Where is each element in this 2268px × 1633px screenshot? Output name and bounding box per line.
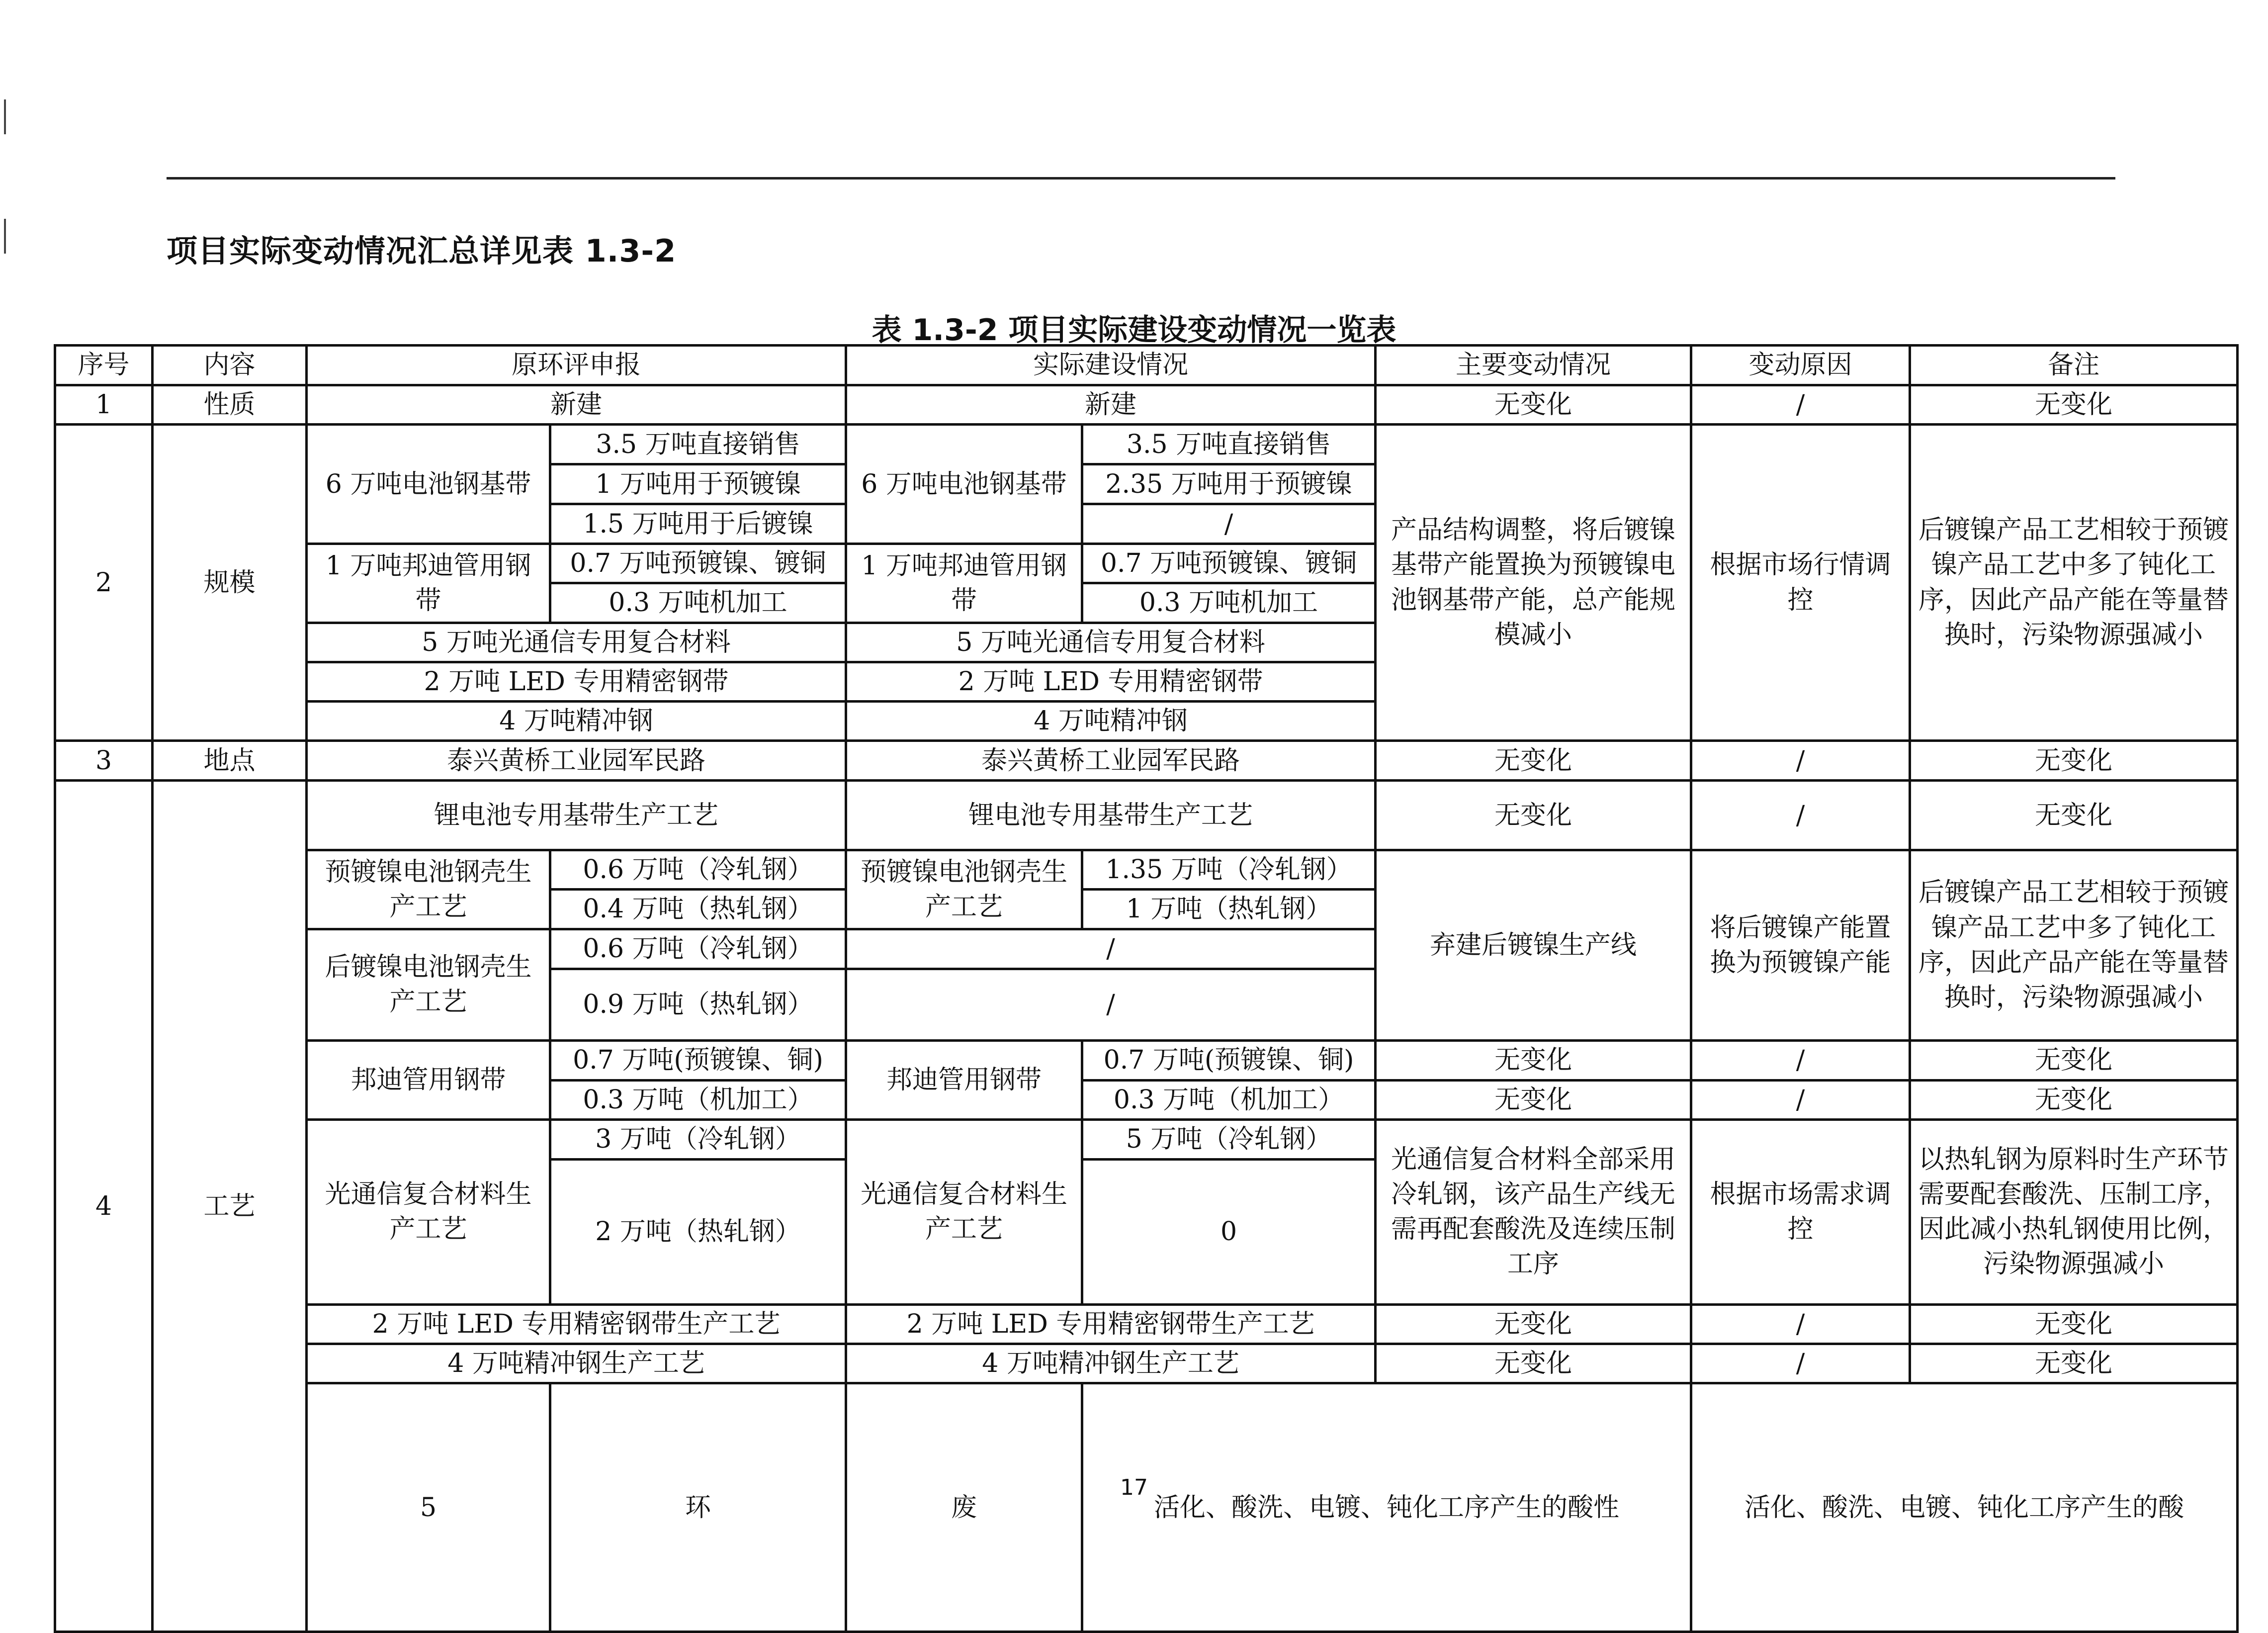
row5-content-b: 废 bbox=[846, 1383, 1082, 1632]
row4-act-lithium: 锂电池专用基带生产工艺 bbox=[846, 781, 1376, 850]
row2-orig-bundy-b: 0.3 万吨机加工 bbox=[550, 583, 846, 623]
header-change: 主要变动情况 bbox=[1376, 346, 1691, 385]
row4-act-precision: 4 万吨精冲钢生产工艺 bbox=[846, 1344, 1376, 1383]
table-row bbox=[55, 1304, 2238, 1344]
row4-act-pre-label: 预镀镍电池钢壳生产工艺 bbox=[846, 850, 1082, 929]
row1-remark: 无变化 bbox=[1910, 385, 2238, 425]
row4-bundy-label: 邦迪管用钢带 bbox=[307, 1040, 550, 1119]
row4-pre-label: 预镀镍电池钢壳生产工艺 bbox=[307, 850, 550, 929]
margin-mark bbox=[4, 99, 6, 134]
table-row bbox=[55, 385, 2238, 425]
row4-lithium-remark: 无变化 bbox=[1910, 781, 2238, 850]
row5-actual: 活化、酸洗、电镀、钝化工序产生的酸 bbox=[1691, 1383, 2238, 1632]
row4-optical-reason: 根据市场需求调控 bbox=[1691, 1119, 1910, 1304]
row4-nickel-remark: 后镀镍产品工艺相较于预镀镍产品工艺中多了钝化工序，因此产品产能在等量替换时，污染物源强减小 bbox=[1910, 850, 2238, 1040]
row4-orig-lithium: 锂电池专用基带生产工艺 bbox=[307, 781, 846, 850]
section-heading: 项目实际变动情况汇总详见表 1.3-2 bbox=[167, 233, 677, 269]
row4-act-led: 2 万吨 LED 专用精密钢带生产工艺 bbox=[846, 1304, 1376, 1344]
row4-lithium-change: 无变化 bbox=[1376, 781, 1691, 850]
row1-content: 性质 bbox=[153, 385, 307, 425]
row4-bundy-b-reason: / bbox=[1691, 1080, 1910, 1119]
row4-optical-label: 光通信复合材料生产工艺 bbox=[307, 1119, 550, 1304]
header-original: 原环评申报 bbox=[307, 346, 846, 385]
row4-orig-pre-hot: 0.4 万吨（热轧钢） bbox=[550, 890, 846, 929]
row4-bundy-b-remark: 无变化 bbox=[1910, 1080, 2238, 1119]
row4-orig-precision: 4 万吨精冲钢生产工艺 bbox=[307, 1344, 846, 1383]
table-caption: 表 1.3-2 项目实际建设变动情况一览表 bbox=[872, 313, 1396, 348]
row4-nickel-change: 弃建后镀镍生产线 bbox=[1376, 850, 1691, 1040]
header-remark: 备注 bbox=[1910, 346, 2238, 385]
row4-act-bundy-b: 0.3 万吨（机加工） bbox=[1082, 1080, 1376, 1119]
row4-precision-reason: / bbox=[1691, 1344, 1910, 1383]
row4-led-reason: / bbox=[1691, 1304, 1910, 1344]
row5-original: 活化、酸洗、电镀、钝化工序产生的酸性 bbox=[1082, 1383, 1691, 1632]
row4-seq: 4 bbox=[55, 781, 153, 1632]
row4-bundy-a-change: 无变化 bbox=[1376, 1040, 1691, 1080]
table-row bbox=[55, 850, 2238, 890]
row3-original: 泰兴黄桥工业园军民路 bbox=[307, 741, 846, 781]
header-actual: 实际建设情况 bbox=[846, 346, 1376, 385]
row1-reason: / bbox=[1691, 385, 1910, 425]
row4-orig-post-hot: 0.9 万吨（热轧钢） bbox=[550, 969, 846, 1040]
table-row bbox=[55, 1383, 2238, 1632]
row4-act-opt-hot: 0 bbox=[1082, 1159, 1376, 1304]
table-header-row bbox=[55, 346, 2238, 385]
row2-act-led: 2 万吨 LED 专用精密钢带 bbox=[846, 662, 1376, 701]
row2-orig-precision: 4 万吨精冲钢 bbox=[307, 701, 846, 740]
table-row bbox=[55, 1344, 2238, 1383]
row4-nickel-reason: 将后镀镍产能置换为预镀镍产能 bbox=[1691, 850, 1910, 1040]
row5-seq: 5 bbox=[307, 1383, 550, 1632]
row4-bundy-b-change: 无变化 bbox=[1376, 1080, 1691, 1119]
row2-orig-lithium: 6 万吨电池钢基带 bbox=[307, 425, 550, 544]
row2-orig-bundy: 1 万吨邦迪管用钢带 bbox=[307, 544, 550, 623]
row1-seq: 1 bbox=[55, 385, 153, 425]
row4-orig-led: 2 万吨 LED 专用精密钢带生产工艺 bbox=[307, 1304, 846, 1344]
row4-content: 工艺 bbox=[153, 781, 307, 1632]
row4-led-change: 无变化 bbox=[1376, 1304, 1691, 1344]
row4-act-post-hot: / bbox=[846, 969, 1376, 1040]
row4-act-optical-label: 光通信复合材料生产工艺 bbox=[846, 1119, 1082, 1304]
row3-reason: / bbox=[1691, 741, 1910, 781]
row4-precision-remark: 无变化 bbox=[1910, 1344, 2238, 1383]
row2-act-lithium: 6 万吨电池钢基带 bbox=[846, 425, 1082, 544]
row4-bundy-a-remark: 无变化 bbox=[1910, 1040, 2238, 1080]
row1-change: 无变化 bbox=[1376, 385, 1691, 425]
row3-remark: 无变化 bbox=[1910, 741, 2238, 781]
row2-orig-sale: 3.5 万吨直接销售 bbox=[550, 425, 846, 464]
change-summary-table bbox=[54, 344, 2239, 1633]
row2-orig-optical: 5 万吨光通信专用复合材料 bbox=[307, 623, 846, 662]
row2-act-sale: 3.5 万吨直接销售 bbox=[1082, 425, 1376, 464]
row4-act-pre-hot: 1 万吨（热轧钢） bbox=[1082, 890, 1376, 929]
row2-seq: 2 bbox=[55, 425, 153, 741]
row2-act-bundy: 1 万吨邦迪管用钢带 bbox=[846, 544, 1082, 623]
row4-orig-pre-cold: 0.6 万吨（冷轧钢） bbox=[550, 850, 846, 890]
row4-act-bundy-label: 邦迪管用钢带 bbox=[846, 1040, 1082, 1119]
row4-orig-opt-cold: 3 万吨（冷轧钢） bbox=[550, 1119, 846, 1159]
row1-actual: 新建 bbox=[846, 385, 1376, 425]
row2-reason: 根据市场行情调控 bbox=[1691, 425, 1910, 741]
row4-orig-bundy-a: 0.7 万吨(预镀镍、铜) bbox=[550, 1040, 846, 1080]
row4-orig-bundy-b: 0.3 万吨（机加工） bbox=[550, 1080, 846, 1119]
row2-content: 规模 bbox=[153, 425, 307, 741]
header-seq: 序号 bbox=[55, 346, 153, 385]
row4-bundy-a-reason: / bbox=[1691, 1040, 1910, 1080]
table-row bbox=[55, 741, 2238, 781]
table-row bbox=[55, 1119, 2238, 1159]
row3-seq: 3 bbox=[55, 741, 153, 781]
row4-lithium-reason: / bbox=[1691, 781, 1910, 850]
row2-act-bundy-a: 0.7 万吨预镀镍、镀铜 bbox=[1082, 544, 1376, 583]
row4-act-bundy-a: 0.7 万吨(预镀镍、铜) bbox=[1082, 1040, 1376, 1080]
row4-post-label: 后镀镍电池钢壳生产工艺 bbox=[307, 929, 550, 1040]
header-content: 内容 bbox=[153, 346, 307, 385]
row4-act-pre-cold: 1.35 万吨（冷轧钢） bbox=[1082, 850, 1376, 890]
header-rule bbox=[167, 177, 2115, 180]
row2-act-pre: 2.35 万吨用于预镀镍 bbox=[1082, 464, 1376, 504]
row4-optical-remark: 以热轧钢为原料时生产环节需要配套酸洗、压制工序，因此减小热轧钢使用比例，污染物源强减小 bbox=[1910, 1119, 2238, 1304]
row4-orig-opt-hot: 2 万吨（热轧钢） bbox=[550, 1159, 846, 1304]
row2-orig-bundy-a: 0.7 万吨预镀镍、镀铜 bbox=[550, 544, 846, 583]
row2-remark: 后镀镍产品工艺相较于预镀镍产品工艺中多了钝化工序，因此产品产能在等量替换时，污染物源强减小 bbox=[1910, 425, 2238, 741]
table-row bbox=[55, 781, 2238, 850]
row3-content: 地点 bbox=[153, 741, 307, 781]
row2-act-precision: 4 万吨精冲钢 bbox=[846, 701, 1376, 740]
table-row bbox=[55, 425, 2238, 464]
table-row bbox=[55, 1040, 2238, 1080]
row2-act-bundy-b: 0.3 万吨机加工 bbox=[1082, 583, 1376, 623]
row4-led-remark: 无变化 bbox=[1910, 1304, 2238, 1344]
margin-mark bbox=[4, 219, 6, 254]
row2-act-optical: 5 万吨光通信专用复合材料 bbox=[846, 623, 1376, 662]
page-number: 17 bbox=[1120, 1475, 1148, 1500]
header-reason: 变动原因 bbox=[1691, 346, 1910, 385]
row2-orig-post: 1.5 万吨用于后镀镍 bbox=[550, 504, 846, 544]
row4-optical-change: 光通信复合材料全部采用冷轧钢，该产品生产线无需再配套酸洗及连续压制工序 bbox=[1376, 1119, 1691, 1304]
row3-actual: 泰兴黄桥工业园军民路 bbox=[846, 741, 1376, 781]
row4-act-post-cold: / bbox=[846, 929, 1376, 969]
row2-act-post: / bbox=[1082, 504, 1376, 544]
row2-orig-led: 2 万吨 LED 专用精密钢带 bbox=[307, 662, 846, 701]
row2-change: 产品结构调整，将后镀镍基带产能置换为预镀镍电池钢基带产能，总产能规模减小 bbox=[1376, 425, 1691, 741]
row1-original: 新建 bbox=[307, 385, 846, 425]
row5-content-a: 环 bbox=[550, 1383, 846, 1632]
row4-act-opt-cold: 5 万吨（冷轧钢） bbox=[1082, 1119, 1376, 1159]
row3-change: 无变化 bbox=[1376, 741, 1691, 781]
row4-orig-post-cold: 0.6 万吨（冷轧钢） bbox=[550, 929, 846, 969]
row2-orig-pre: 1 万吨用于预镀镍 bbox=[550, 464, 846, 504]
row4-precision-change: 无变化 bbox=[1376, 1344, 1691, 1383]
